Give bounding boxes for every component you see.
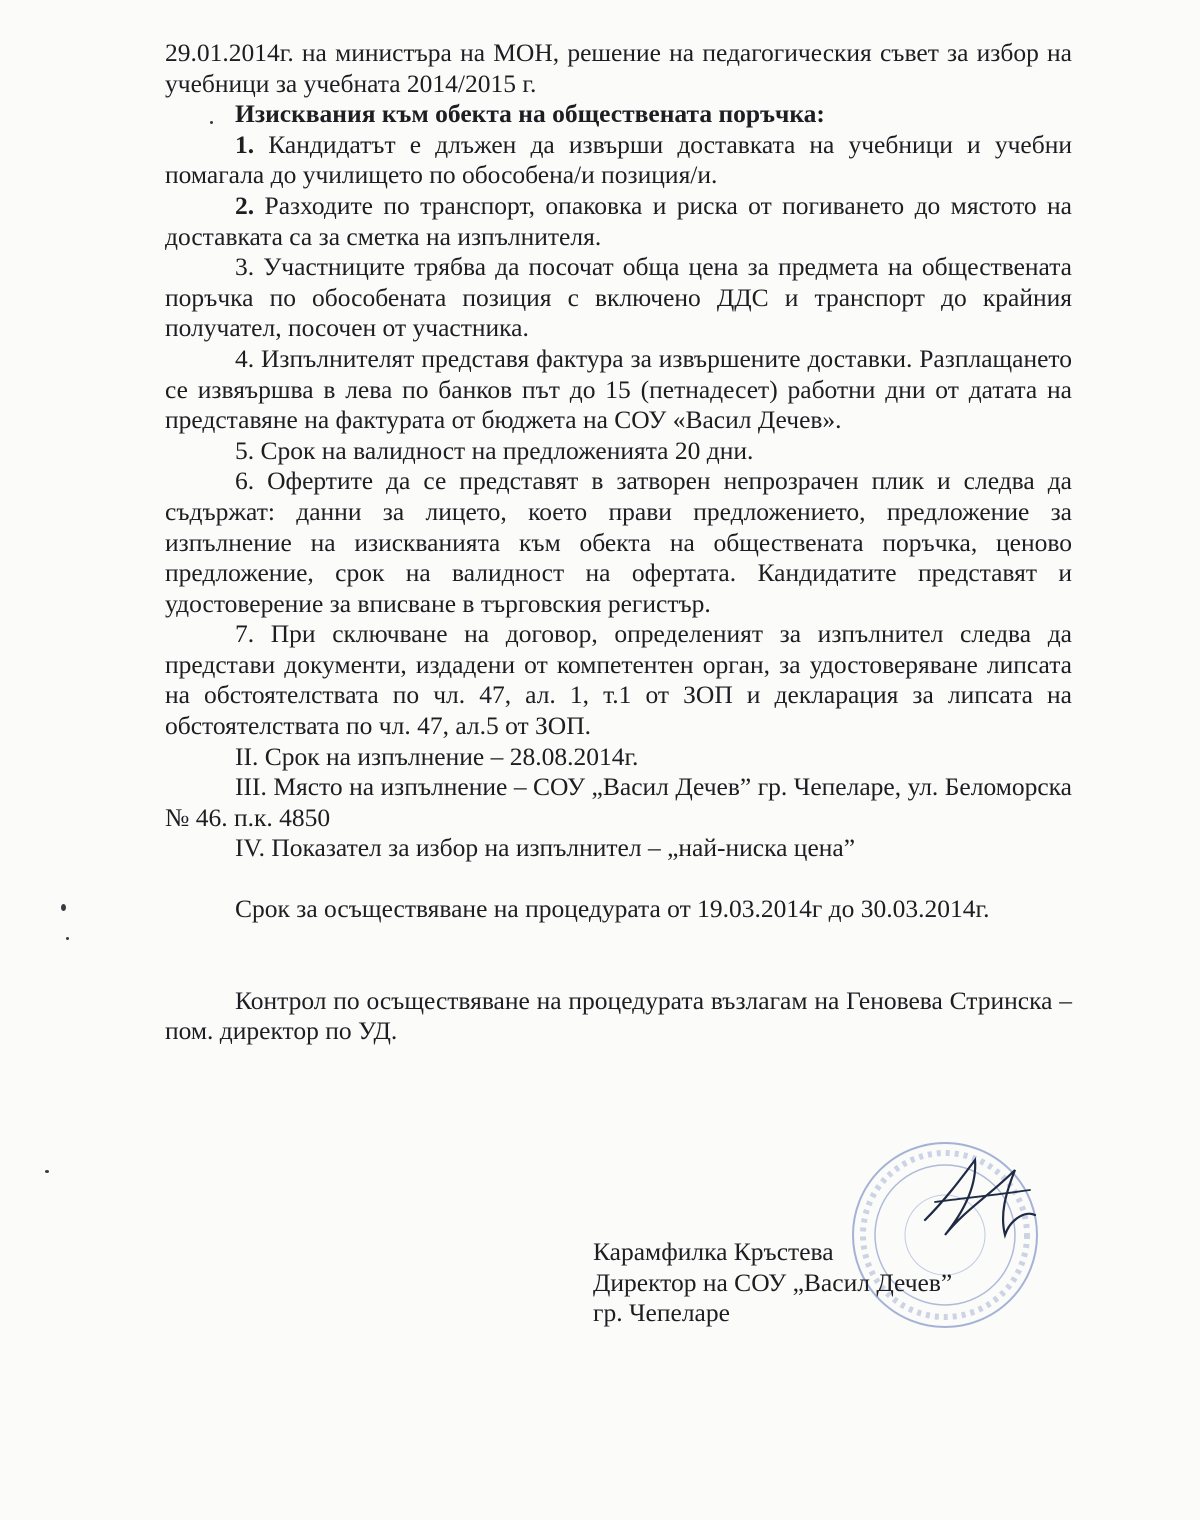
- document-body: [165, 38, 1072, 1047]
- signatory-name: Карамфилка Кръстева: [593, 1237, 834, 1266]
- requirement-1: [165, 130, 1072, 191]
- requirement-2: [165, 191, 1072, 252]
- requirement-7: 7. При сключване на договор, определеният за изпълнител следва да представи документи, издадени от компетентен орган, за удостоверяване липсата на обстоятелствата по чл. 47, ал. 1, т.1 от ЗОП и декларация за липсата на обстоятелствата по чл. 47, ал.5 от ЗОП.: [165, 619, 1072, 741]
- scan-speck: [61, 904, 66, 911]
- section-place: III. Място на изпълнение – СОУ „Васил Дечев” гр. Чепеларе, ул. Беломорска № 46. п.к. 4850: [165, 772, 1072, 832]
- scan-speck: [45, 1170, 49, 1173]
- requirement-6: 6. Офертите да се представят в затворен непрозрачен плик и следва да съдържат: данни за лицето, което прави предложението, предложение за изпълнение на изискванията към обекта на обществената поръчка, ценово предложение, срок на валидност на офертата. Кандидатите представят и удостоверение за вписване в търговския регистър.: [165, 466, 1072, 618]
- requirement-1-number: 1.: [235, 129, 255, 159]
- signature: [905, 1140, 1045, 1250]
- section-deadline: II. Срок на изпълнение – 28.08.2014г.: [235, 741, 639, 771]
- control-assignment: Контрол по осъществяване на процедурата възлагам на Геновева Стринска – пом. директор по УД.: [165, 985, 1072, 1046]
- scan-speck: [66, 937, 69, 940]
- signatory-town: гр. Чепеларе: [593, 1298, 730, 1328]
- paragraph-intro: 29.01.2014г. на министъра на МОН, решение на педагогическия съвет за избор на учебници за учебната 2014/2015 г.: [165, 38, 1072, 98]
- scan-speck: [210, 121, 213, 124]
- requirement-3: 3. Участниците трябва да посочат обща цена за предмета на обществената поръчка по обособената позиция с включено ДДС и транспорт до крайния получател, посочен от участника.: [165, 252, 1072, 343]
- requirements-heading: [165, 99, 1072, 130]
- signature-block: [593, 1237, 952, 1329]
- requirement-1-text: Кандидатът е длъжен да извърши доставката на учебници и учебни помагала до училището по обособена/и позиция/и.: [165, 129, 1072, 190]
- signatory-position: Директор на СОУ „Васил Дечев”: [593, 1267, 953, 1297]
- requirement-2-text: Разходите по транспорт, опаковка и риска от погиването до мястото на доставката са за сметка на изпълнителя.: [165, 190, 1072, 251]
- requirements-heading-text: Изисквания към обекта на обществената поръчка:: [235, 99, 825, 129]
- requirement-2-number: 2.: [235, 190, 255, 220]
- procedure-period: Срок за осъществяване на процедурата от 19.03.2014г до 30.03.2014г.: [235, 894, 990, 924]
- section-criterion: IV. Показател за избор на изпълнител – „най-ниска цена”: [235, 833, 856, 863]
- requirement-4: 4. Изпълнителят представя фактура за извършените доставки. Разплащането се извяършва в лева по банков път до 15 (петнадесет) работни дни от датата на представяне на фактурата от бюджета на СОУ «Васил Дечев».: [165, 343, 1072, 435]
- requirement-5: 5. Срок на валидност на предложенията 20 дни.: [235, 435, 754, 465]
